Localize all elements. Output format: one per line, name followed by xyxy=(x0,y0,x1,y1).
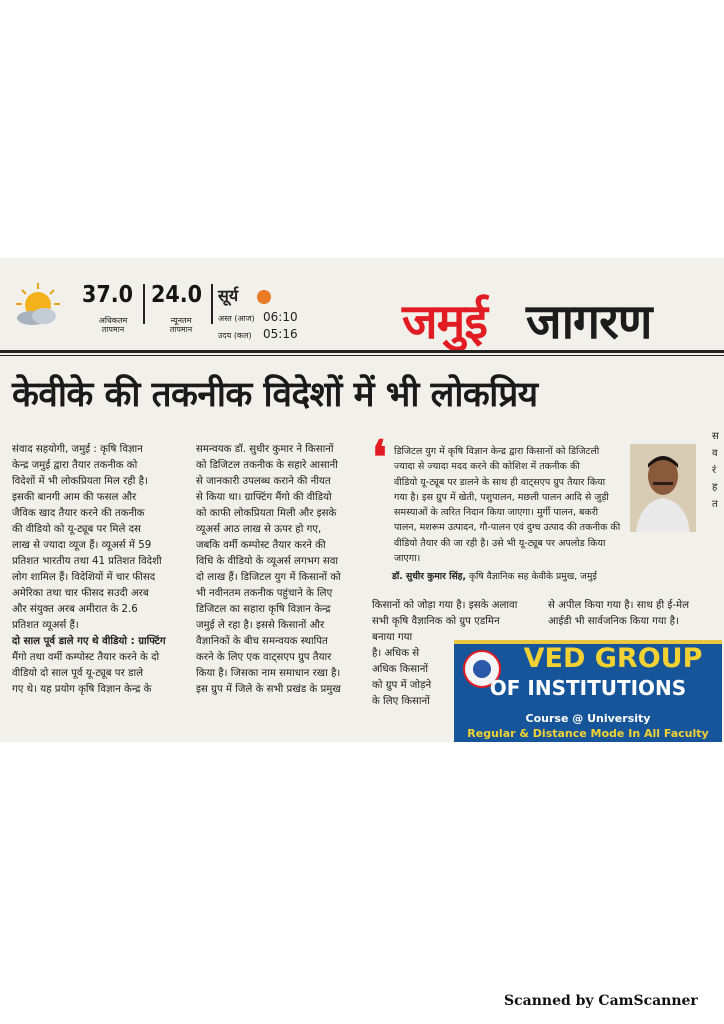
text-line: को काफी लोकप्रियता मिली और इसके xyxy=(196,508,337,519)
edge-fragment: रं xyxy=(712,465,717,476)
text-line: से अपील किया गया है। साथ ही ई-मेल xyxy=(548,600,689,611)
ad-course-line: Course @ University xyxy=(525,712,651,725)
text-line: इस ग्रुप में जिले के सभी प्रखंड के प्रमुख xyxy=(196,684,341,695)
newspaper-clipping xyxy=(0,258,724,742)
quote-attribution: डॉ. सुधीर कुमार सिंह, कृषि वैज्ञानिक सह केवीके प्रमुख, जमुई xyxy=(392,571,597,582)
text-line: विदेशों में भी लोकप्रियता मिल रही है। xyxy=(12,476,148,487)
text-line: के लिए किसानों xyxy=(372,696,430,707)
text-line: अधिक किसानों xyxy=(372,664,429,675)
ad-title: VED GROUP xyxy=(523,643,703,674)
text-line: डिजिटल युग में कृषि विज्ञान केन्द्र द्वारा किसानों को डिजिटली xyxy=(394,446,600,457)
sun-cloud-icon xyxy=(14,282,64,328)
text-line: लाख से ज्यादा व्यूज हैं। व्यूअर्स में 59 xyxy=(12,540,152,551)
text-line: समस्याओं के त्वरित निदान किया जाएगा। मुर्गी पालन, बकरी xyxy=(394,507,599,519)
scanner-watermark: Scanned by CamScanner xyxy=(504,993,698,1009)
text-line: और संयुक्त अरब अमीरात के 2.6 xyxy=(12,604,138,615)
sun-dot-icon xyxy=(257,290,271,304)
divider xyxy=(143,284,145,324)
text-line: विधि के वीडियो के व्यूअर्स लगभग सवा xyxy=(196,556,339,567)
text-line: है। अधिक से xyxy=(372,648,420,659)
min-temperature: 24.0 xyxy=(151,282,203,308)
masthead-jamui: जमुई xyxy=(402,294,487,350)
text-line: व्यूअर्स आठ लाख से ऊपर हो गए, xyxy=(196,524,322,535)
text-line: अमेरिका तथा चार फीसद सउदी अरब xyxy=(12,588,149,599)
text-line: समन्वयक डॉ. सुधीर कुमार ने किसानों xyxy=(196,444,334,455)
text-line: वीडियो यू-ट्यूब पर डालने के साथ ही वाट्सएप ग्रुप तैयार किया xyxy=(394,476,606,488)
text-line: संवाद सहयोगी, जमुई : कृषि विज्ञान xyxy=(12,444,143,455)
sun-label: सूर्य xyxy=(218,286,239,305)
text-line: वीडियो दो साल पूर्व यू-ट्यूब पर डाले xyxy=(12,668,143,679)
text-line: प्रतिशत भारतीय तथा 41 प्रतिशत विदेशी xyxy=(12,556,162,567)
text-line: गया है। इस ग्रुप में खेती, पशुपालन, मछली पालन आदि से जुड़ी xyxy=(394,491,609,503)
sunrise-time: 05:16 xyxy=(263,327,298,341)
text-line: आईडी भी सार्वजनिक किया गया है। xyxy=(548,616,679,627)
divider xyxy=(211,284,213,324)
text-line: लोग शामिल हैं। विदेशियों में चार फीसद xyxy=(12,572,156,583)
text-line: पालन, मशरूम उत्पादन, गौ-पालन एवं दुग्ध उत्पाद की तकनीक की xyxy=(394,522,621,534)
article-column-2 xyxy=(196,442,366,698)
text-line: को ग्रुप में जोड़ने xyxy=(372,680,432,691)
edge-fragment: स xyxy=(712,431,719,442)
quote-box xyxy=(372,430,702,590)
sunset-label: अस्त (आज) xyxy=(218,314,255,323)
text-line: करने के लिए एक वाट्सएप ग्रुप तैयार xyxy=(196,652,332,663)
text-line: को डिजिटल तकनीक के सहारे आसानी xyxy=(196,460,338,471)
quote-mark-icon: ❛ xyxy=(372,430,387,484)
header-rule xyxy=(0,350,724,353)
ad-subtitle: OF INSTITUTIONS xyxy=(489,676,687,700)
edge-fragment: त xyxy=(712,499,718,510)
text-line: वीडियो तैयार की जा रही है। उसे भी यू-ट्यूब पर अपलोड किया जाएगा। xyxy=(394,537,606,565)
edge-fragment: ह xyxy=(712,482,718,493)
headline: केवीके की तकनीक विदेशों में भी लोकप्रिय xyxy=(12,375,538,415)
article-column-1 xyxy=(12,442,190,698)
ved-group-advertisement xyxy=(454,640,722,742)
text-line: मैंगो तथा वर्मी कम्पोस्ट तैयार करने के दो xyxy=(12,652,160,663)
text-line: किसानों को जोड़ा गया है। इसके अलावा xyxy=(372,600,518,611)
text-line: से जानकारी उपलब्ध कराने की नीयत xyxy=(196,476,331,487)
text-line: ज्यादा से ज्यादा मदद करने की कोशिश में तकनीक की xyxy=(394,461,580,473)
edge-fragment: व xyxy=(712,448,718,459)
max-temperature: 37.0 xyxy=(82,282,134,308)
text-line: वैज्ञानिकों के बीच समन्वयक स्थापित xyxy=(196,636,328,647)
text-line: जबकि वर्मी कम्पोस्ट तैयार करने की xyxy=(196,540,326,551)
subheading: दो साल पूर्व डाले गए थे वीडियो : ग्राफ्टिंग xyxy=(12,636,166,647)
text-line: केन्द्र जमुई द्वारा तैयार तकनीक को xyxy=(12,460,138,471)
text-line: की वीडियो को यू-ट्यूब पर मिले दस xyxy=(12,524,141,535)
max-temperature-label: अधिकतम तापमान xyxy=(98,316,128,334)
header-rule-thin xyxy=(0,355,724,356)
text-line: से किया था। ग्राफ्टिंग मैंगो की वीडियो xyxy=(196,492,332,503)
min-temperature-label: न्यूनतम तापमान xyxy=(169,316,193,334)
ad-mode-line: Regular & Distance Mode In All Faculty xyxy=(467,727,709,740)
text-line: गए थे। यह प्रयोग कृषि विज्ञान केन्द्र के xyxy=(12,684,152,695)
sunrise-label: उदय (कल) xyxy=(218,331,252,340)
text-line: किया है। जिसका नाम समाधान रखा है। xyxy=(196,668,341,679)
text-line: दो लाख हैं। डिजिटल युग में किसानों को xyxy=(196,572,341,583)
text-line: जमुई ले रहा है। इससे किसानों और xyxy=(196,620,325,631)
masthead-jagran: जागरण xyxy=(526,294,652,350)
text-line: इसकी बानगी आम की फसल और xyxy=(12,492,137,503)
person-photo xyxy=(630,444,696,532)
text-line: प्रतिशत व्यूअर्स हैं। xyxy=(12,620,79,631)
quote-text xyxy=(394,444,634,566)
text-line: डिजिटल का सहारा कृषि विज्ञान केन्द्र xyxy=(196,604,331,615)
sunset-time: 06:10 xyxy=(263,310,298,324)
text-line: बनाया गया xyxy=(372,632,413,643)
text-line: भी नवीनतम तकनीक पहुंचाने के लिए xyxy=(196,588,333,599)
text-line: सभी कृषि वैज्ञानिक को ग्रुप एडमिन xyxy=(372,616,500,627)
article-column-4 xyxy=(548,598,720,630)
text-line: जैविक खाद तैयार करने की तकनीक xyxy=(12,508,145,519)
